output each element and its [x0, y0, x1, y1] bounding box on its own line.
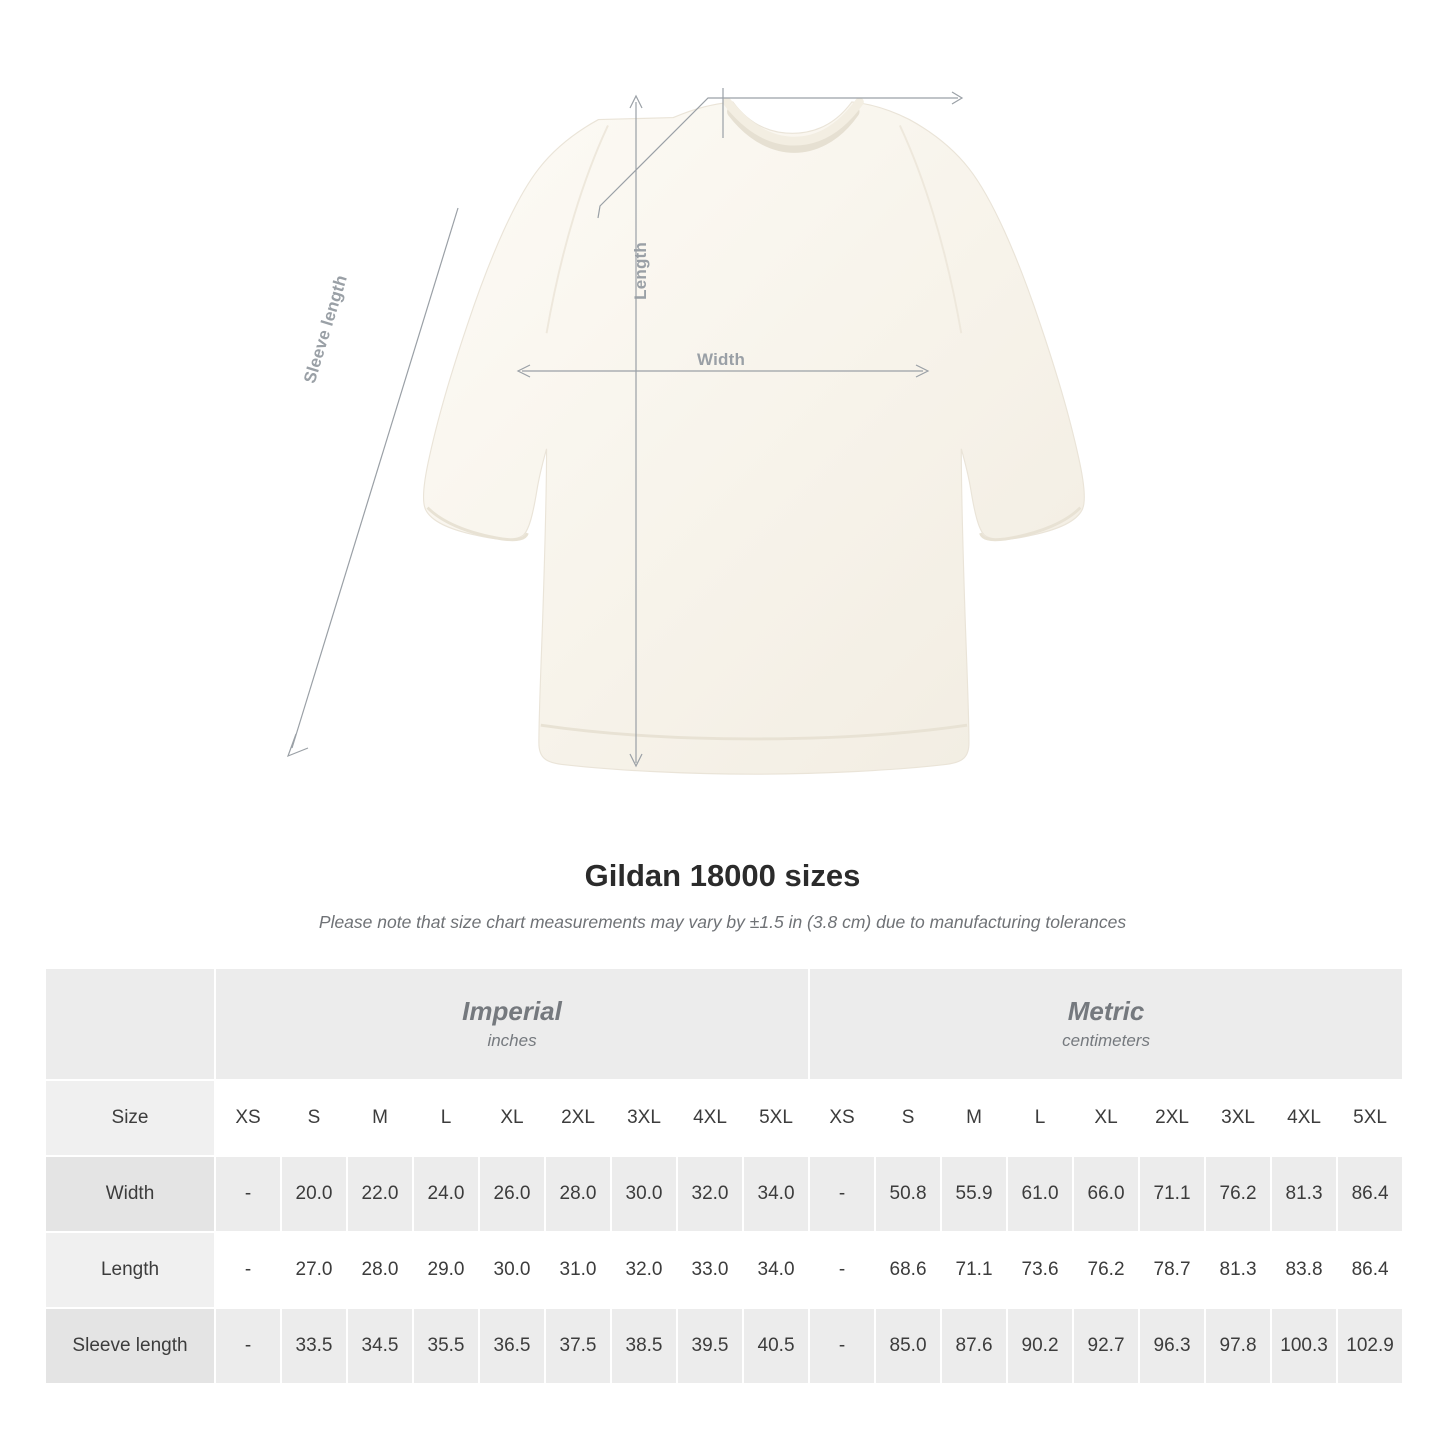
col-header-imperial-xl: XL [479, 1080, 545, 1156]
cell-length-metric-4xl: 83.8 [1271, 1232, 1337, 1308]
cell-width-metric-4xl: 81.3 [1271, 1156, 1337, 1232]
col-header-imperial-s: S [281, 1080, 347, 1156]
col-header-imperial-3xl: 3XL [611, 1080, 677, 1156]
cell-width-metric-m: 55.9 [941, 1156, 1007, 1232]
col-header-metric-5xl: 5XL [1337, 1080, 1403, 1156]
cell-sleeve-imperial-xl: 36.5 [479, 1308, 545, 1384]
cell-width-metric-5xl: 86.4 [1337, 1156, 1403, 1232]
cell-sleeve-metric-xl: 92.7 [1073, 1308, 1139, 1384]
cell-length-imperial-xl: 30.0 [479, 1232, 545, 1308]
sleeve-length-label: Sleeve length [300, 272, 351, 386]
cell-length-imperial-m: 28.0 [347, 1232, 413, 1308]
length-label: Length [631, 242, 650, 300]
cell-width-imperial-s: 20.0 [281, 1156, 347, 1232]
cell-sleeve-imperial-5xl: 40.5 [743, 1308, 809, 1384]
cell-length-metric-3xl: 81.3 [1205, 1232, 1271, 1308]
system-header-metric [809, 968, 1403, 1080]
tolerance-note: Please note that size chart measurements may vary by ±1.5 in (3.8 cm) due to manufacturing tolerances [318, 912, 1127, 932]
table-row [45, 1232, 1403, 1308]
cell-length-metric-l: 73.6 [1007, 1232, 1073, 1308]
cell-sleeve-imperial-2xl: 37.5 [545, 1308, 611, 1384]
sweatshirt-diagram [268, 88, 1168, 788]
cell-length-imperial-2xl: 31.0 [545, 1232, 611, 1308]
size-header-cell: Size [45, 1080, 215, 1156]
col-header-metric-xl: XL [1073, 1080, 1139, 1156]
cell-sleeve-imperial-m: 34.5 [347, 1308, 413, 1384]
cell-length-metric-xl: 76.2 [1073, 1232, 1139, 1308]
col-header-metric-m: M [941, 1080, 1007, 1156]
cell-width-metric-xl: 66.0 [1073, 1156, 1139, 1232]
col-header-imperial-4xl: 4XL [677, 1080, 743, 1156]
col-header-imperial-m: M [347, 1080, 413, 1156]
cell-width-imperial-5xl: 34.0 [743, 1156, 809, 1232]
cell-width-metric-xs: - [809, 1156, 875, 1232]
cell-length-imperial-s: 27.0 [281, 1232, 347, 1308]
col-header-metric-s: S [875, 1080, 941, 1156]
col-header-metric-4xl: 4XL [1271, 1080, 1337, 1156]
imperial-name: Imperial [462, 996, 562, 1026]
cell-length-metric-m: 71.1 [941, 1232, 1007, 1308]
col-header-metric-l: L [1007, 1080, 1073, 1156]
cell-sleeve-metric-l: 90.2 [1007, 1308, 1073, 1384]
cell-width-metric-2xl: 71.1 [1139, 1156, 1205, 1232]
cell-sleeve-metric-s: 85.0 [875, 1308, 941, 1384]
row-label-sleeve-length: Sleeve length [45, 1308, 215, 1384]
col-header-imperial-l: L [413, 1080, 479, 1156]
table-row [45, 1308, 1403, 1384]
cell-sleeve-metric-xs: - [809, 1308, 875, 1384]
cell-width-imperial-3xl: 30.0 [611, 1156, 677, 1232]
cell-length-imperial-4xl: 33.0 [677, 1232, 743, 1308]
cell-length-imperial-3xl: 32.0 [611, 1232, 677, 1308]
cell-length-metric-5xl: 86.4 [1337, 1232, 1403, 1308]
cell-length-imperial-xs: - [215, 1232, 281, 1308]
cell-length-metric-2xl: 78.7 [1139, 1232, 1205, 1308]
cell-width-imperial-2xl: 28.0 [545, 1156, 611, 1232]
table-row [45, 1156, 1403, 1232]
col-header-imperial-5xl: 5XL [743, 1080, 809, 1156]
cell-sleeve-imperial-xs: - [215, 1308, 281, 1384]
cell-sleeve-imperial-l: 35.5 [413, 1308, 479, 1384]
cell-sleeve-imperial-s: 33.5 [281, 1308, 347, 1384]
metric-unit: centimeters [1062, 1030, 1150, 1050]
col-header-metric-2xl: 2XL [1139, 1080, 1205, 1156]
cell-width-metric-l: 61.0 [1007, 1156, 1073, 1232]
cell-sleeve-imperial-4xl: 39.5 [677, 1308, 743, 1384]
metric-name: Metric [1067, 996, 1145, 1026]
system-header-imperial [215, 968, 809, 1080]
cell-sleeve-metric-m: 87.6 [941, 1308, 1007, 1384]
cell-length-metric-s: 68.6 [875, 1232, 941, 1308]
col-header-metric-3xl: 3XL [1205, 1080, 1271, 1156]
sweatshirt-body [424, 102, 1085, 774]
cell-width-imperial-xl: 26.0 [479, 1156, 545, 1232]
imperial-unit: inches [487, 1030, 537, 1050]
col-header-imperial-2xl: 2XL [545, 1080, 611, 1156]
system-header-row [45, 968, 1403, 1080]
cell-sleeve-metric-4xl: 100.3 [1271, 1308, 1337, 1384]
cell-width-metric-3xl: 76.2 [1205, 1156, 1271, 1232]
size-chart-table [44, 967, 1404, 1385]
row-label-width: Width [45, 1156, 215, 1232]
col-header-metric-xs: XS [809, 1080, 875, 1156]
system-header-spacer [45, 968, 215, 1080]
cell-width-imperial-4xl: 32.0 [677, 1156, 743, 1232]
cell-width-metric-s: 50.8 [875, 1156, 941, 1232]
cell-length-metric-xs: - [809, 1232, 875, 1308]
cell-sleeve-metric-3xl: 97.8 [1205, 1308, 1271, 1384]
size-chart-table-wrap [0, 967, 1445, 1385]
page-title: Gildan 18000 sizes [584, 858, 861, 893]
cell-width-imperial-xs: - [215, 1156, 281, 1232]
cell-sleeve-metric-5xl: 102.9 [1337, 1308, 1403, 1384]
row-label-length: Length [45, 1232, 215, 1308]
cell-length-imperial-l: 29.0 [413, 1232, 479, 1308]
cell-sleeve-imperial-3xl: 38.5 [611, 1308, 677, 1384]
cell-sleeve-metric-2xl: 96.3 [1139, 1308, 1205, 1384]
width-label: Width [697, 350, 746, 369]
cell-width-imperial-l: 24.0 [413, 1156, 479, 1232]
col-header-imperial-xs: XS [215, 1080, 281, 1156]
size-header-row [45, 1080, 1403, 1156]
cell-width-imperial-m: 22.0 [347, 1156, 413, 1232]
cell-length-imperial-5xl: 34.0 [743, 1232, 809, 1308]
